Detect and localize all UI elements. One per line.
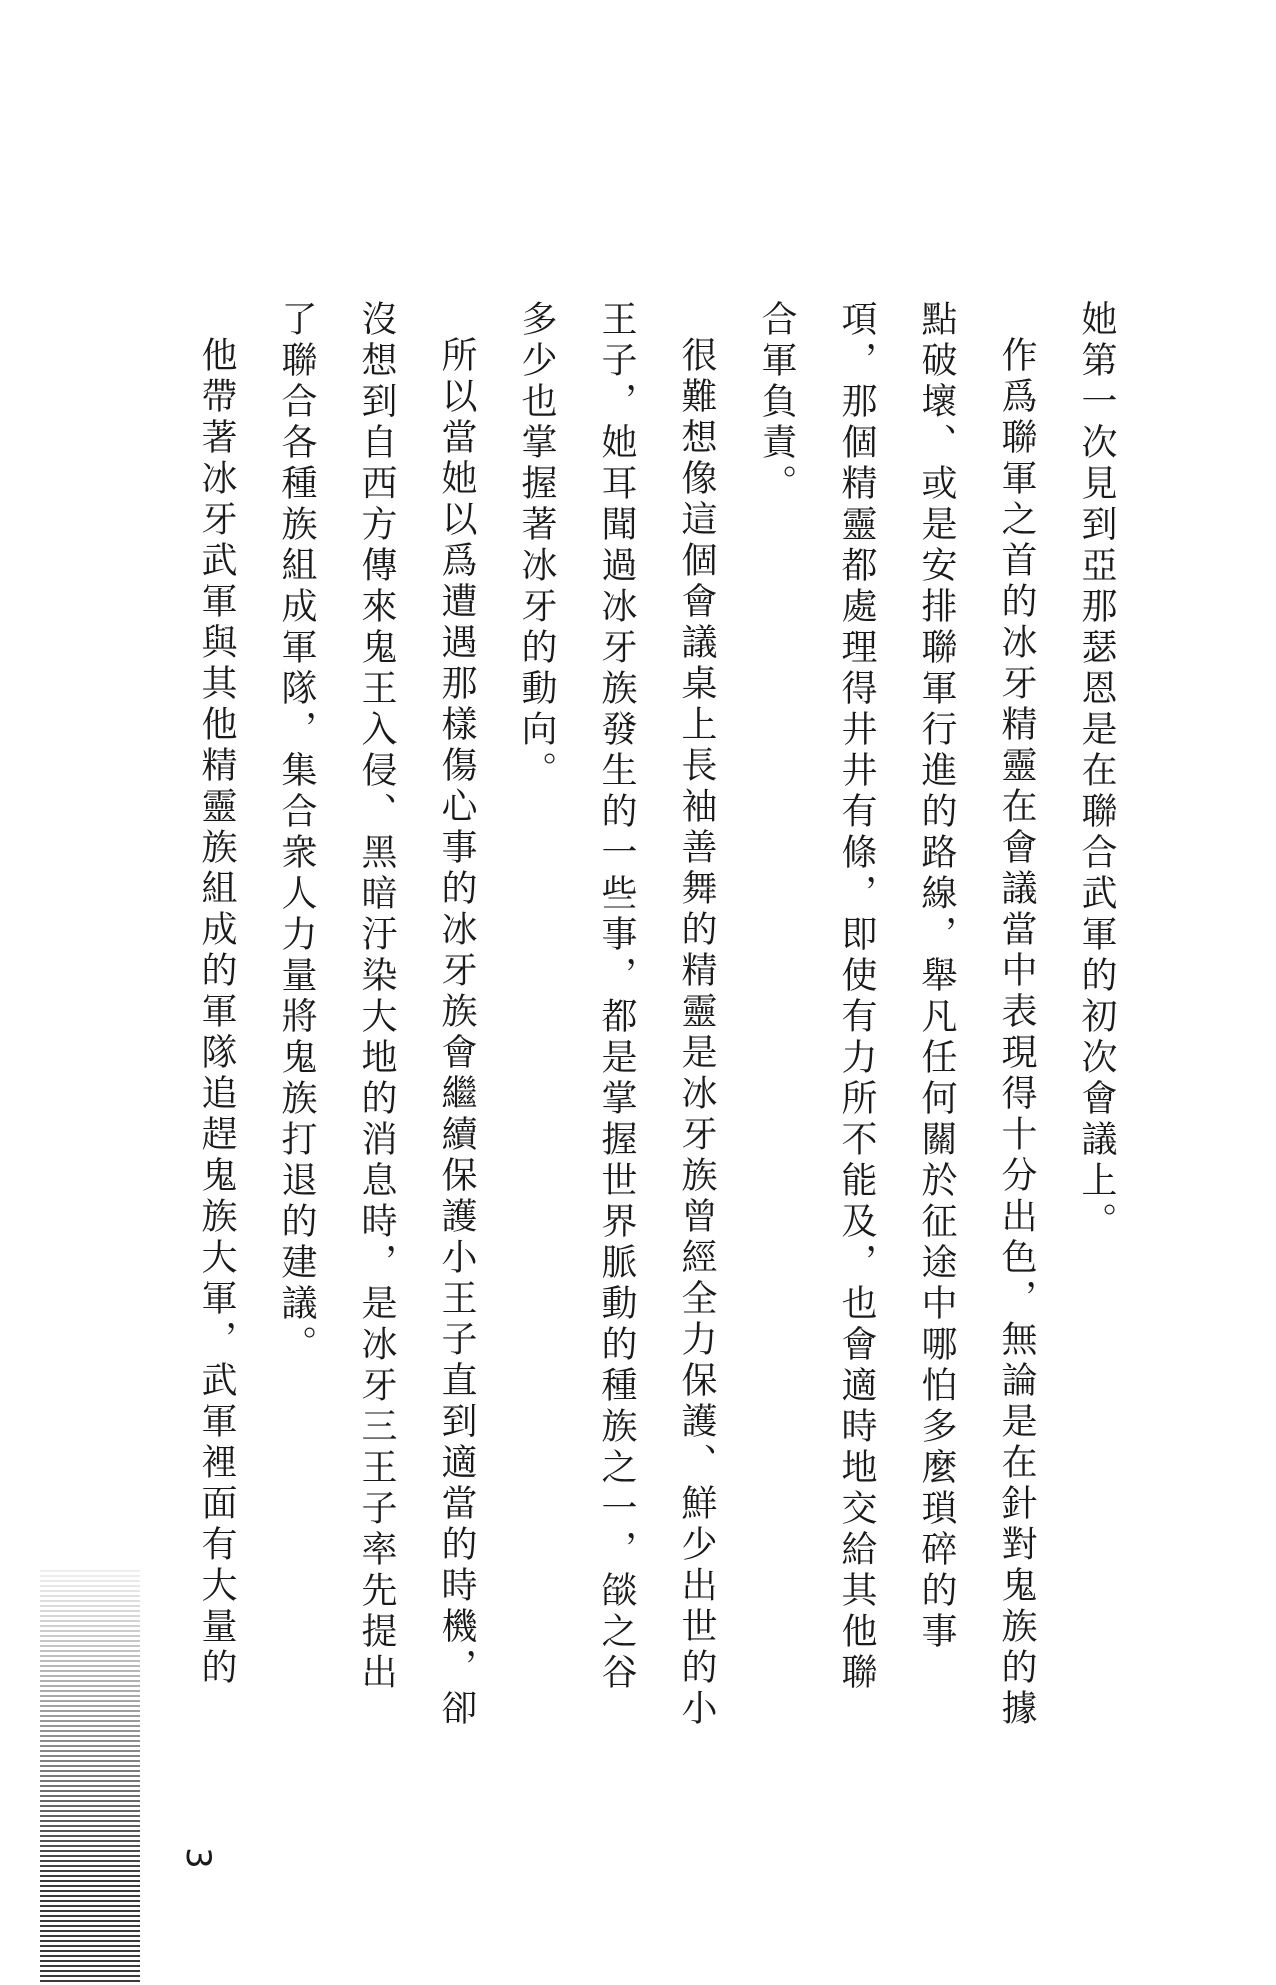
paragraph-5: 他帶著冰牙武軍與其他精靈族組成的軍隊追趕鬼族大軍，武軍裡面有大量的 — [196, 336, 237, 1689]
paragraph-4: 所以當她以爲遭遇那樣傷心事的冰牙族會繼續保護小王子直到適當的時機，卻沒想到自西方傳來鬼王入侵、黑暗汙染大地的消息時，是冰牙三王子率先提出了聯合各種族組成軍隊，集合衆人力量將鬼族打退的建議。 — [276, 300, 477, 1730]
body-text — [176, 300, 1136, 1730]
paragraph-3: 很難想像這個會議桌上長袖善舞的精靈是冰牙族曾經全力保護、鮮少出世的小王子，她耳聞過冰牙族發生的一些事，都是掌握世界脈動的種族之一，燄之谷多少也掌握著冰牙的動向。 — [516, 300, 717, 1730]
paragraph-2: 作爲聯軍之首的冰牙精靈在會議當中表現得十分出色，無論是在針對鬼族的據點破壞、或是安排聯軍行進的路線，舉凡任何關於征途中哪怕多麼瑣碎的事項，那個精靈都處理得井井有條，即使有力所不能及，也會適時地交給其他聯合軍負責。 — [756, 300, 1037, 1730]
page-number: 3 — [178, 1847, 218, 1869]
stripe-bar-fade — [40, 1570, 140, 1985]
paragraph-1: 她第一次見到亞那瑟恩是在聯合武軍的初次會議上。 — [1076, 300, 1117, 1243]
